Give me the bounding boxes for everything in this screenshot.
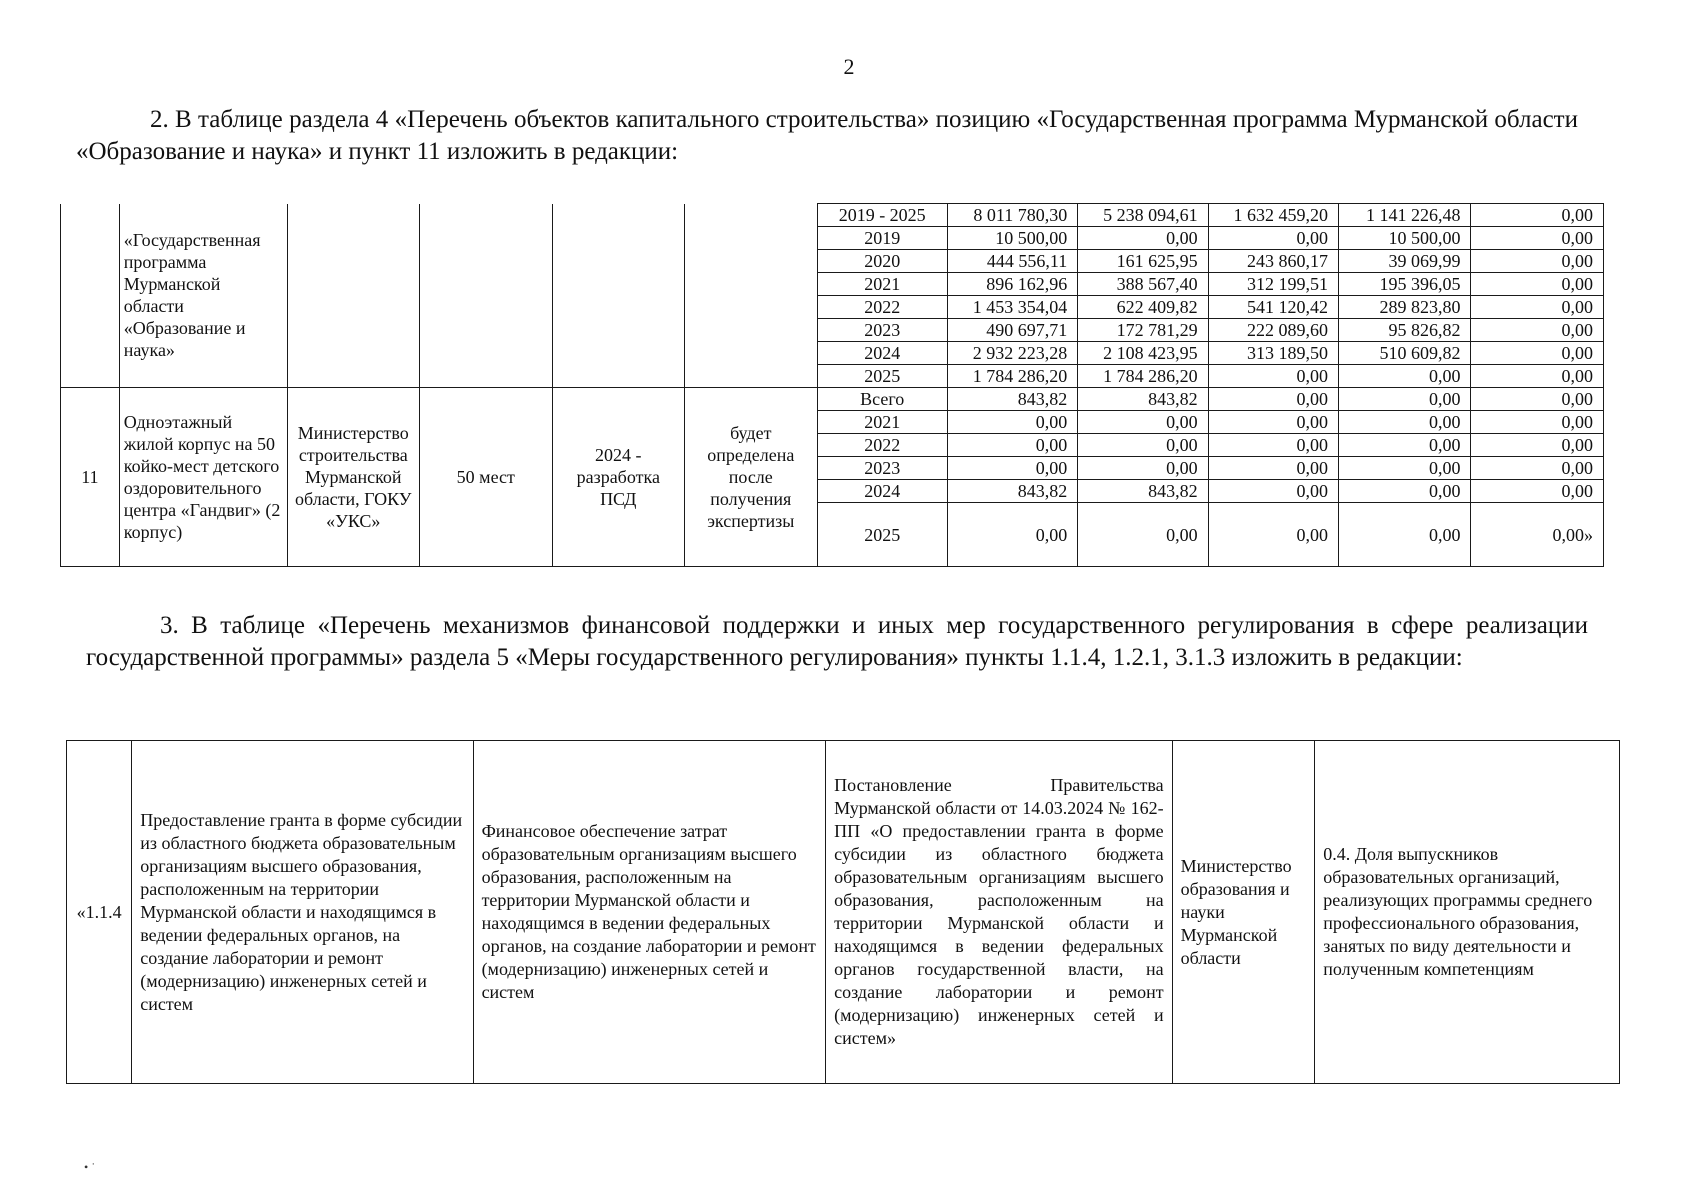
value-cell: 0,00 (1078, 457, 1208, 480)
measure-code: «1.1.4 (67, 741, 132, 1084)
value-cell: 0,00 (1471, 457, 1604, 480)
object-period: 2024 - разработка ПСД (552, 388, 685, 567)
year-cell: 2024 (817, 480, 947, 503)
value-cell: 1 632 459,20 (1208, 204, 1338, 227)
year-cell: 2023 (817, 457, 947, 480)
value-cell: 195 396,05 (1338, 273, 1471, 296)
value-cell: 0,00 (1338, 434, 1471, 457)
object-executor: Министерство строительства Мурманской области, ГОКУ «УКС» (287, 388, 420, 567)
year-cell: 2023 (817, 319, 947, 342)
measure-legal-act: Постановление Правительства Мурманской области от 14.03.2024 № 162-ПП «О предоставлении гранта в форме субсидии из областного бюджета образовательным организациям высшего образования, расположенным на территории Мурманской области и находящимся в ведении федеральных органов государственной власти, на создание лаборатории и ремонт (модернизацию) инженерных сетей и систем» (826, 741, 1172, 1084)
value-cell: 0,00 (1208, 227, 1338, 250)
page-number: 2 (843, 54, 855, 79)
value-cell: 1 784 286,20 (947, 365, 1077, 388)
value-cell: 0,00 (1471, 342, 1604, 365)
value-cell: 444 556,11 (947, 250, 1077, 273)
value-cell: 896 162,96 (947, 273, 1077, 296)
value-cell: 0,00 (1471, 434, 1604, 457)
year-cell: 2020 (817, 250, 947, 273)
value-cell: 0,00 (1078, 503, 1208, 567)
program-number-cell (61, 204, 120, 388)
value-cell: 843,82 (1078, 388, 1208, 411)
value-cell: 0,00 (1338, 503, 1471, 567)
measure-indicator: 0.4. Доля выпускников образовательных организаций, реализующих программы среднего профессионального образования, занятых по виду деятельности и полученным компетенциям (1315, 741, 1620, 1084)
value-cell: 0,00 (947, 503, 1077, 567)
value-cell: 0,00 (1471, 250, 1604, 273)
paragraph-2-text: 2. В таблице раздела 4 «Перечень объектов капитального строительства» позицию «Государственная программа Мурманской области «Образование и наука» и пункт 11 изложить в редакции: (76, 106, 1578, 165)
value-cell: 0,00 (1471, 388, 1604, 411)
year-cell: 2021 (817, 411, 947, 434)
item-number: 11 (61, 388, 120, 567)
value-cell: 2 932 223,28 (947, 342, 1077, 365)
value-cell: 0,00 (1208, 457, 1338, 480)
value-cell: 0,00 (1078, 227, 1208, 250)
year-cell: 2019 (817, 227, 947, 250)
value-cell: 0,00 (947, 411, 1077, 434)
value-cell: 1 453 354,04 (947, 296, 1077, 319)
support-measures-table (66, 740, 1620, 1084)
capital-construction-table (60, 203, 1604, 567)
paragraph-3 (86, 610, 1588, 674)
value-cell: 541 120,42 (1208, 296, 1338, 319)
value-cell: 222 089,60 (1208, 319, 1338, 342)
value-cell: 5 238 094,61 (1078, 204, 1208, 227)
value-cell: 0,00 (1078, 411, 1208, 434)
value-cell: 1 784 286,20 (1078, 365, 1208, 388)
value-cell: 95 826,82 (1338, 319, 1471, 342)
value-cell: 0,00 (1338, 388, 1471, 411)
value-cell: 388 567,40 (1078, 273, 1208, 296)
year-cell: Всего (817, 388, 947, 411)
table-row (61, 204, 1604, 227)
measure-name: Предоставление гранта в форме субсидии из областного бюджета образовательным организациям высшего образования, расположенным на территории Мурманской области и находящимся в ведении федеральных органов, на создание лаборатории и ремонт (модернизацию) инженерных сетей и систем (132, 741, 473, 1084)
measure-responsible: Министерство образования и науки Мурманской области (1172, 741, 1315, 1084)
value-cell: 0,00 (1471, 365, 1604, 388)
empty-cell (287, 204, 420, 388)
paragraph-3-text: 3. В таблице «Перечень механизмов финансовой поддержки и иных мер государственного регулирования в сфере реализации государственной программы» раздела 5 «Меры государственного регулирования» пункты 1.1.4, 1.2.1, 3.1.3 изложить в редакции: (86, 612, 1588, 671)
value-cell: 0,00 (1208, 411, 1338, 434)
value-cell: 0,00 (1471, 480, 1604, 503)
value-cell: 843,82 (947, 388, 1077, 411)
value-cell: 0,00 (1471, 204, 1604, 227)
value-cell: 0,00 (1208, 434, 1338, 457)
value-cell: 0,00 (1338, 365, 1471, 388)
year-cell: 2022 (817, 434, 947, 457)
value-cell: 0,00 (1208, 503, 1338, 567)
value-cell: 0,00 (1471, 319, 1604, 342)
empty-cell (685, 204, 818, 388)
value-cell: 161 625,95 (1078, 250, 1208, 273)
program-name: «Государственная программа Мурманской области «Образование и наука» (119, 204, 287, 388)
value-cell: 0,00 (947, 434, 1077, 457)
value-cell: 312 199,51 (1208, 273, 1338, 296)
empty-cell (552, 204, 685, 388)
year-cell: 2021 (817, 273, 947, 296)
value-cell: 843,82 (1078, 480, 1208, 503)
object-cost: будет определена после получения экспертизы (685, 388, 818, 567)
value-cell: 0,00 (1471, 296, 1604, 319)
value-cell: 289 823,80 (1338, 296, 1471, 319)
year-cell: 2025 (817, 365, 947, 388)
object-capacity: 50 мест (420, 388, 553, 567)
table-row (67, 741, 1620, 1084)
scan-mark: • ˙ (84, 1160, 96, 1174)
value-cell: 10 500,00 (1338, 227, 1471, 250)
value-cell: 843,82 (947, 480, 1077, 503)
year-cell: 2019 - 2025 (817, 204, 947, 227)
value-cell: 0,00 (1208, 480, 1338, 503)
value-cell: 0,00 (1471, 227, 1604, 250)
value-cell: 172 781,29 (1078, 319, 1208, 342)
paragraph-2 (76, 104, 1578, 168)
value-cell: 39 069,99 (1338, 250, 1471, 273)
value-cell: 510 609,82 (1338, 342, 1471, 365)
year-cell: 2022 (817, 296, 947, 319)
table-row (61, 388, 1604, 411)
value-cell: 10 500,00 (947, 227, 1077, 250)
value-cell: 0,00 (1471, 273, 1604, 296)
value-cell: 8 011 780,30 (947, 204, 1077, 227)
value-cell: 0,00 (1208, 365, 1338, 388)
value-cell: 490 697,71 (947, 319, 1077, 342)
value-cell: 1 141 226,48 (1338, 204, 1471, 227)
empty-cell (420, 204, 553, 388)
value-cell: 313 189,50 (1208, 342, 1338, 365)
value-cell: 0,00 (1338, 480, 1471, 503)
value-cell: 0,00» (1471, 503, 1604, 567)
value-cell: 0,00 (1471, 411, 1604, 434)
value-cell: 2 108 423,95 (1078, 342, 1208, 365)
value-cell: 0,00 (1208, 388, 1338, 411)
object-name: Одноэтажный жилой корпус на 50 койко-мест детского оздоровительного центра «Гандвиг» (2 корпус) (119, 388, 287, 567)
value-cell: 0,00 (1338, 457, 1471, 480)
value-cell: 243 860,17 (1208, 250, 1338, 273)
year-cell: 2024 (817, 342, 947, 365)
measure-purpose: Финансовое обеспечение затрат образовательным организациям высшего образования, расположенным на территории Мурманской области и находящимся в ведении федеральных органов, на создание лаборатории и ремонт (модернизацию) инженерных сетей и систем (473, 741, 826, 1084)
value-cell: 0,00 (1338, 411, 1471, 434)
value-cell: 622 409,82 (1078, 296, 1208, 319)
value-cell: 0,00 (1078, 434, 1208, 457)
year-cell: 2025 (817, 503, 947, 567)
value-cell: 0,00 (947, 457, 1077, 480)
